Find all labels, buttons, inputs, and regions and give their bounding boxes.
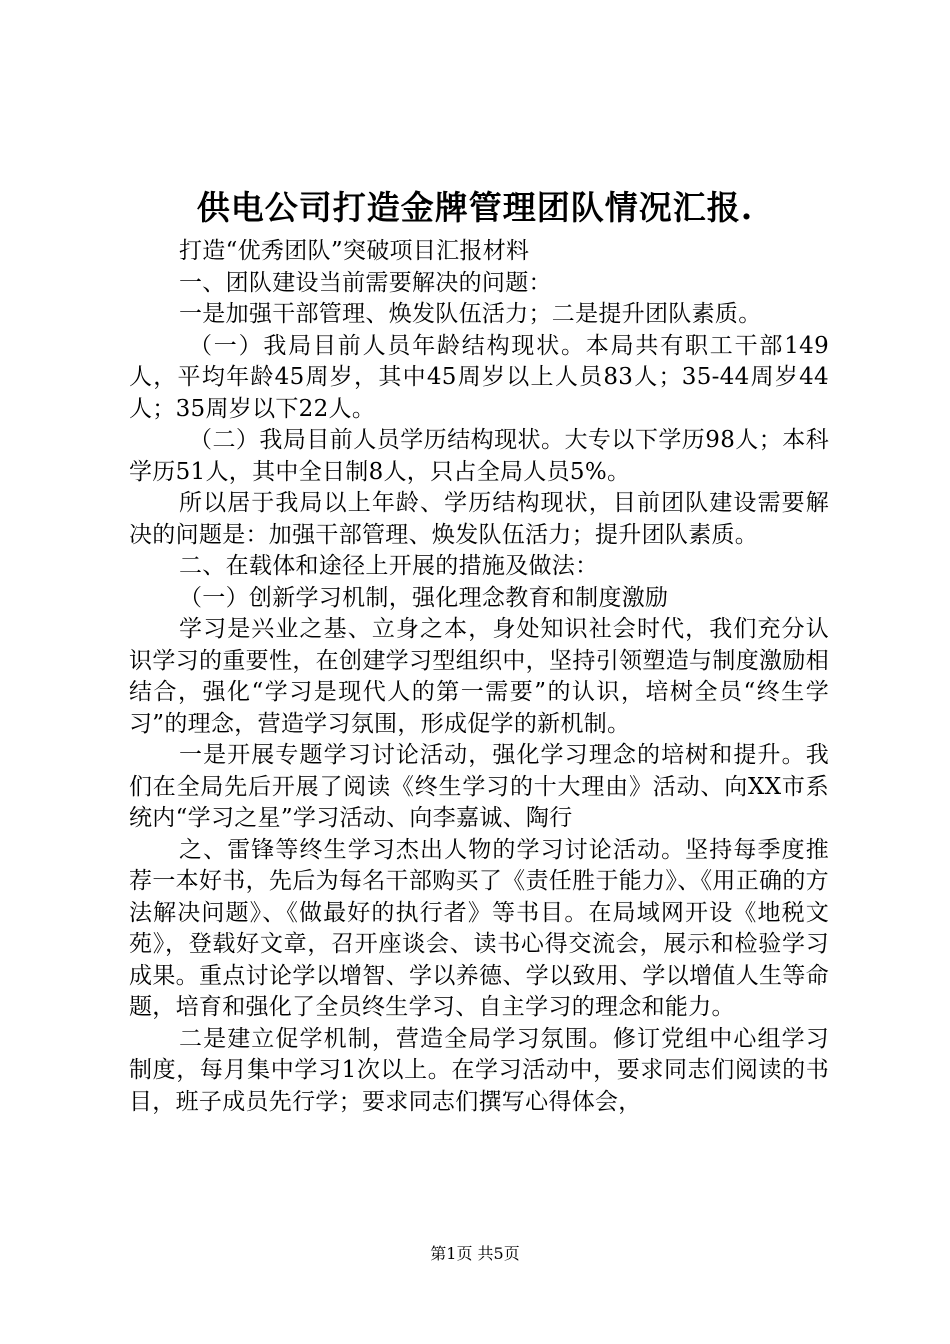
paragraph: 打造“优秀团队”突破项目汇报材料 [179, 238, 530, 264]
document-body [129, 236, 829, 1118]
page-footer: 第1页 共5页 [430, 1244, 520, 1263]
paragraph: 二是建立促学机制，营造全局学习氛围。修订党组中心组学习制度，每月集中学习1次以上。在学习活动中，要求同志们阅读的书目，班子成员先行学；要求同志们撰写心得体会， [129, 1025, 829, 1115]
paragraph: （一）我局目前人员年龄结构现状。本局共有职工干部149人，平均年龄45周岁，其中45周岁以上人员83人；35-44周岁44人；35周岁以下22人。 [129, 332, 829, 422]
paragraph: 之、雷锋等终生学习杰出人物的学习讨论活动。坚持每季度推荐一本好书，先后为每名干部购买了《责任胜于能力》、《用正确的方法解决问题》、《做最好的执行者》等书目。在局域网开设《地税文苑》，登载好文章，召开座谈会、读书心得交流会，展示和检验学习成果。重点讨论学以增智、学以养德、学以致用、学以增值人生等命题，培育和强化了全员终生学习、自主学习的理念和能力。 [129, 836, 829, 1020]
document-title: 供电公司打造金牌管理团队情况汇报. [196, 188, 754, 227]
paragraph: 一是加强干部管理、焕发队伍活力；二是提升团队素质。 [179, 301, 762, 327]
section-heading: 二、在载体和途径上开展的措施及做法： [179, 553, 599, 579]
paragraph: 学习是兴业之基、立身之本，身处知识社会时代，我们充分认识学习的重要性，在创建学习型组织中，坚持引领塑造与制度激励相结合，强化“学习是现代人的第一需要”的认识，培树全员“终生学习”的理念，营造学习氛围，形成促学的新机制。 [129, 616, 829, 737]
paragraph: 所以居于我局以上年龄、学历结构现状，目前团队建设需要解决的问题是：加强干部管理、焕发队伍活力；提升团队素质。 [129, 490, 829, 548]
paragraph: 一是开展专题学习讨论活动，强化学习理念的培树和提升。我们在全局先后开展了阅读《终生学习的十大理由》活动、向XX市系统内“学习之星”学习活动、向李嘉诚、陶行 [129, 742, 829, 831]
section-heading: 一、团队建设当前需要解决的问题： [179, 269, 552, 296]
paragraph: （二）我局目前人员学历结构现状。大专以下学历98人；本科学历51人，其中全日制8人，只占全局人员5%。 [129, 427, 829, 485]
subsection-heading: （一）创新学习机制，强化理念教育和制度激励 [179, 584, 669, 611]
